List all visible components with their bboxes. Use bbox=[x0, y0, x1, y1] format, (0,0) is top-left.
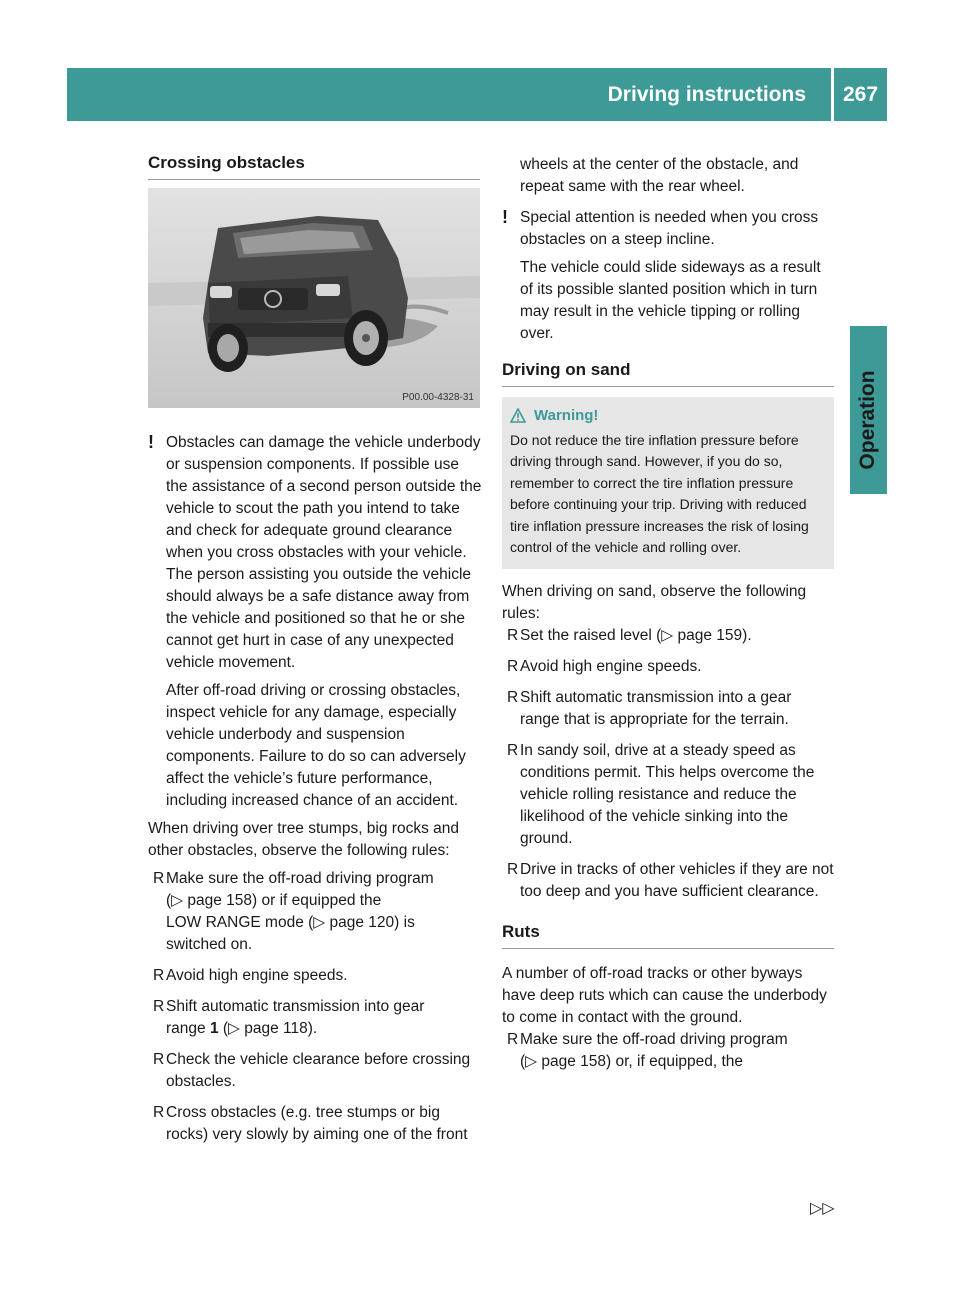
bullet-icon: R bbox=[507, 657, 519, 675]
figure-code: P00.00-4328-31 bbox=[402, 392, 474, 403]
list-item: R In sandy soil, drive at a steady speed as conditions permit. This helps overcome the vehicle rolling resistance and reduce the likelihood of the vehicle sinking into the ground. bbox=[507, 741, 815, 847]
warning-text: Do not reduce the tire inflation pressure before driving through sand. However, if you do so, remember to correct the tire inflation pressure before continuing your trip. Driving with reduced tire inflation pressure increases the risk of losing control of the vehicle and rolling over. bbox=[510, 431, 809, 555]
incline-note bbox=[502, 207, 834, 345]
warning-title: Warning! bbox=[510, 405, 826, 427]
section-label: Operation bbox=[856, 370, 879, 470]
bullet-icon: R bbox=[507, 860, 519, 878]
sand-intro: When driving on sand, observe the following rules: bbox=[502, 582, 807, 622]
bullet-icon: R bbox=[153, 1104, 165, 1121]
bullet-icon: R bbox=[507, 1030, 519, 1048]
list-item: R Avoid high engine speeds. bbox=[502, 656, 834, 678]
list-item: R Make sure the off-road driving program (▷ page 158) or, if equipped, the bbox=[507, 1030, 788, 1070]
bullet-icon: R bbox=[507, 688, 519, 706]
bullet-icon: R bbox=[507, 741, 519, 759]
heading-driving-on-sand: Driving on sand bbox=[502, 359, 834, 387]
list-item: R Check the vehicle clearance before crossing obstacles. bbox=[153, 1051, 471, 1090]
exclamation-icon: ! bbox=[502, 207, 508, 227]
bullet-icon: R bbox=[507, 626, 519, 644]
page-number: 267 bbox=[843, 83, 879, 106]
incline-note-text-2: The vehicle could slide sideways as a result of its possible slanted position which in turn may result in the vehicle tipping or rolling over. bbox=[520, 259, 821, 342]
bullet-icon: R bbox=[153, 998, 165, 1015]
bullet-icon: R bbox=[153, 967, 165, 984]
left-column-body bbox=[148, 432, 482, 1146]
list-item: R Set the raised level (▷ page 159). bbox=[502, 625, 834, 647]
heading-ruts: Ruts bbox=[502, 921, 834, 949]
bullet-icon: R bbox=[153, 870, 165, 887]
list-item: R Make sure the off-road driving program (▷ page 158) or if equipped the LOW RANGE mode (▷ page 120) is switched on. bbox=[153, 870, 434, 953]
suv-drawing bbox=[148, 188, 480, 408]
exclamation-icon: ! bbox=[148, 432, 154, 452]
continue-arrows-icon: ▷▷ bbox=[810, 1200, 835, 1217]
chapter-title: Driving instructions bbox=[607, 83, 806, 106]
bullet-icon: R bbox=[153, 1051, 165, 1068]
obstacles-intro: When driving over tree stumps, big rocks and other obstacles, observe the following rules: bbox=[148, 820, 459, 859]
incline-note-text: Special attention is needed when you cross obstacles on a steep incline. bbox=[520, 209, 819, 248]
crossing-continued: wheels at the center of the obstacle, and repeat same with the rear wheel. bbox=[520, 156, 799, 195]
damage-note-text: Obstacles can damage the vehicle underbody or suspension components. If possible use the assistance of a second person outside the vehicle to scout the path you intend to take and check for adequate ground clearance when you cross obstacles with your vehicle. The person assisting you outside the vehicle should always be a safe distance away from the vehicle and positioned so that he or she cannot get hurt in case of any unexpected vehicle movement. bbox=[166, 434, 482, 671]
list-item: R Avoid high engine speeds. bbox=[148, 965, 482, 987]
warning-triangle-icon bbox=[510, 408, 526, 423]
suv-illustration bbox=[148, 188, 480, 408]
damage-note bbox=[148, 432, 482, 812]
list-item: R Drive in tracks of other vehicles if they are not too deep and you have sufficient clearance. bbox=[507, 860, 834, 900]
ruts-intro: A number of off-road tracks or other byways have deep ruts which can cause the underbody to come in contact with the ground. bbox=[502, 964, 827, 1026]
right-column bbox=[502, 154, 834, 1073]
damage-note-text-2: After off-road driving or crossing obstacles, inspect vehicle for any damage, especially vehicle underbody and suspension components. Failure to do so can adversely affect the vehicle’s future performance, including increased chance of an accident. bbox=[166, 682, 466, 809]
list-item: R Shift automatic transmission into a gear range that is appropriate for the terrain. bbox=[507, 688, 792, 728]
warning-box bbox=[502, 397, 834, 569]
heading-crossing-obstacles: Crossing obstacles bbox=[148, 152, 480, 180]
list-item: R Cross obstacles (e.g. tree stumps or big rocks) very slowly by aiming one of the front bbox=[153, 1104, 468, 1143]
left-column bbox=[148, 152, 480, 180]
header-divider bbox=[831, 68, 834, 121]
list-item: R Shift automatic transmission into gear range 1 (▷ page 118). bbox=[153, 998, 425, 1037]
